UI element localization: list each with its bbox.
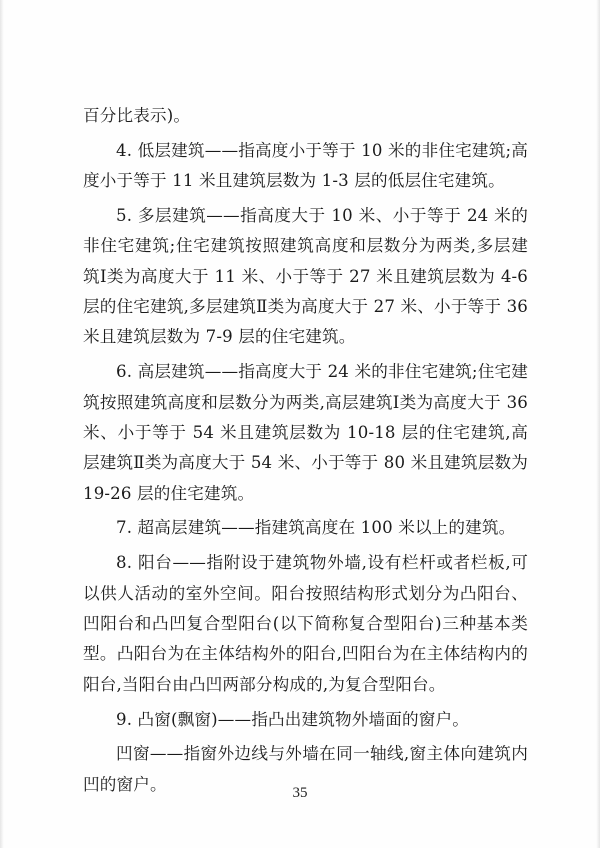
paragraph-balcony: 8. 阳台——指附设于建筑物外墙,设有栏杆或者栏板,可以供人活动的室外空间。阳台按照结构形式划分为凸阳台、凹阳台和凸凹复合型阳台(以下简称复合型阳台)三种基本类型。凸阳台为在主体结构外的阳台,凹阳台为在主体结构内的阳台,当阳台由凸凹两部分构成的,为复合型阳台。 [83,553,528,694]
scan-edge-left [0,0,4,848]
paragraph-bay-window: 9. 凸窗(飘窗)——指凸出建筑物外墙面的窗户。 [116,709,469,729]
paragraph-recessed-window: 凹窗——指窗外边线与外墙在同一轴线,窗主体向建筑内凹的窗户。 [83,744,528,794]
scan-edge-right [596,0,600,848]
paragraph-low-rise-building: 4. 低层建筑——指高度小于等于 10 米的非住宅建筑;高度小于等于 11 米且建筑层数为 1-3 层的低层住宅建筑。 [83,140,528,191]
page-number: 35 [292,785,308,801]
paragraph-multi-storey-building: 5. 多层建筑——指高度大于 10 米、小于等于 24 米的非住宅建筑;住宅建筑按照建筑高度和层数分为两类,多层建筑Ⅰ类为高度大于 11 米、小于等于 27 米且建筑层数为 4-6 层的住宅建筑,多层建筑Ⅱ类为高度大于 27 米、小于等于 36 米且建筑层数为 7-9 层的住宅建筑。 [83,205,528,347]
body-text [83,101,528,804]
paragraph-super-high-rise-building: 7. 超高层建筑——指建筑高度在 100 米以上的建筑。 [116,518,516,538]
paragraph-high-rise-building: 6. 高层建筑——指高度大于 24 米的非住宅建筑;住宅建筑按照建筑高度和层数分为两类,高层建筑Ⅰ类为高度大于 36 米、小于等于 54 米且建筑层数为 10-18 层的住宅建筑,高层建筑Ⅱ类为高度大于 54 米、小于等于 80 米且建筑层数为 19-26 层的住宅建筑。 [83,362,528,503]
paragraph-continuation: 百分比表示)。 [83,106,191,125]
